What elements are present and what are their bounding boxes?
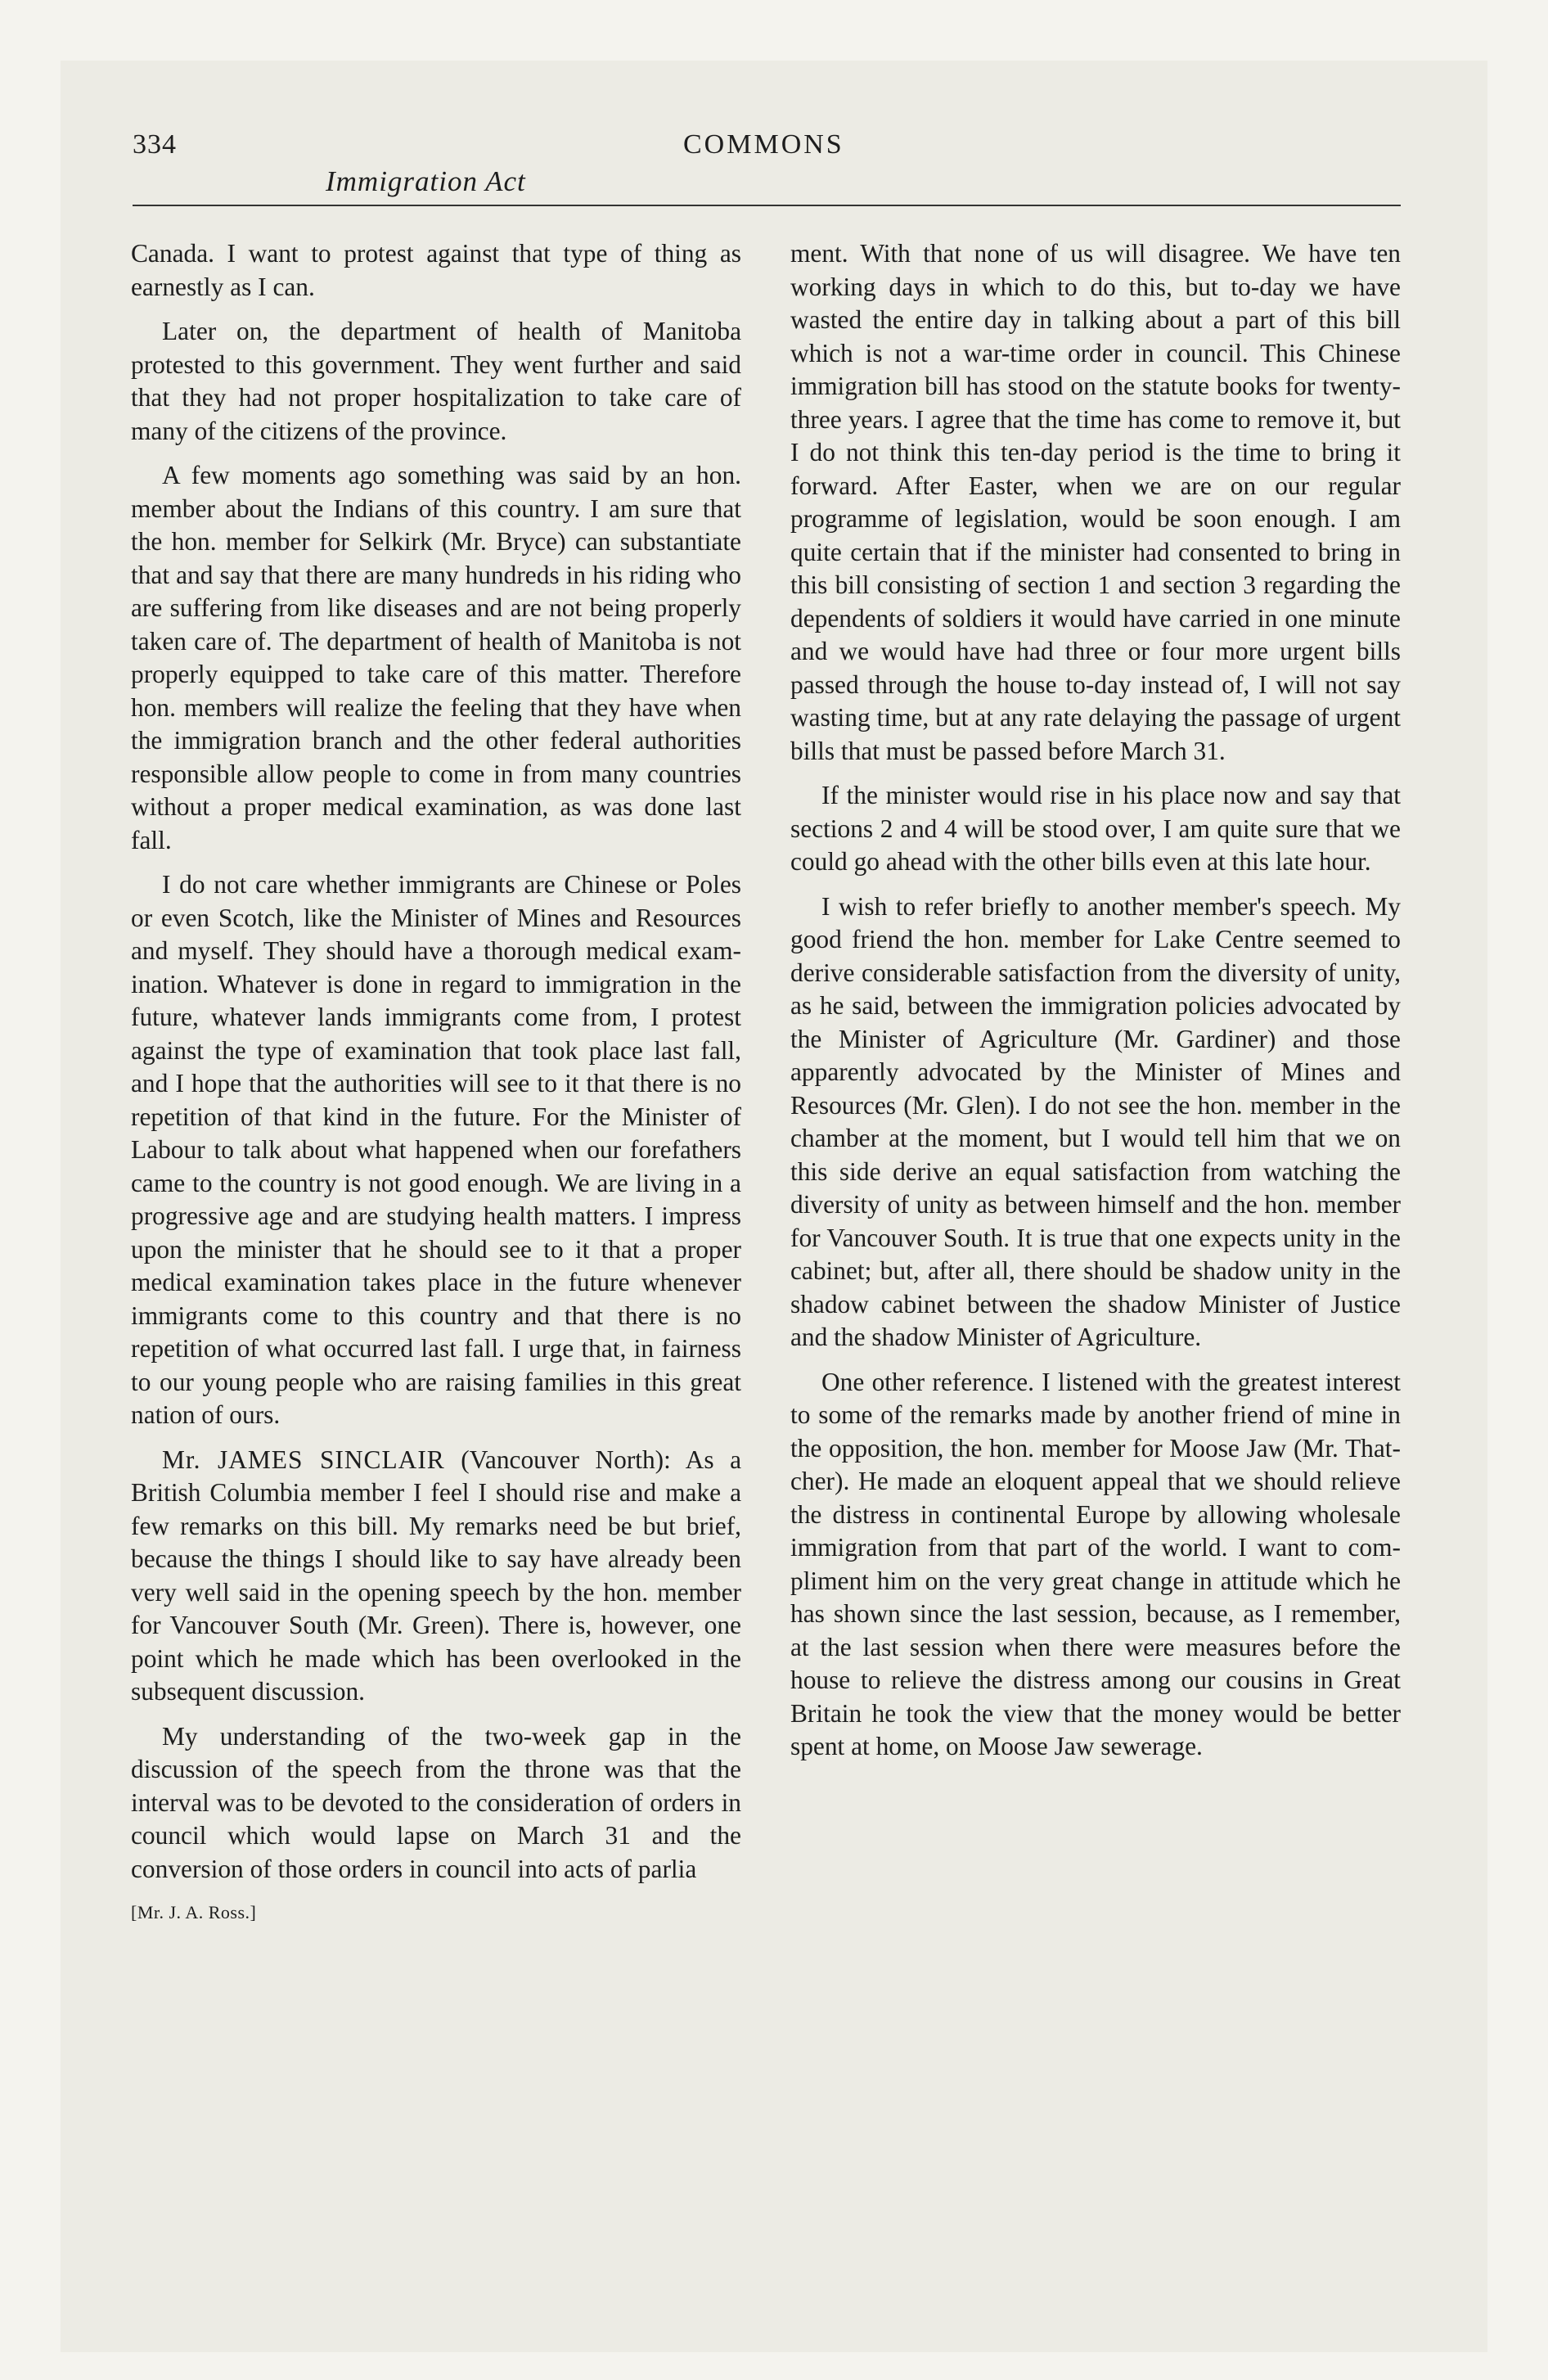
paragraph: If the minister would rise in his place now and say that sections 2 and 4 will be stood over, I am quite sure that we could go ahead with the other bills even at this late hour. <box>790 781 1401 876</box>
page-number: 334 <box>133 129 177 160</box>
header-rule <box>133 205 1401 206</box>
speaker-paragraph <box>131 1444 741 1709</box>
paragraph: I wish to refer briefly to another member's speech. My good friend the hon. member for Lake Centre seemed to derive considerable satisfaction from the diversity of unity, as he said, between the immigration policies advocated by the Minister of Agriculture (Mr. Gardiner) and those apparently advocated by the Minister of Mines and Resources (Mr. Glen). I do not see the hon. member in the chamber at the moment, but I would tell him that we on this side derive an equal satisfaction from watching the diversity of unity as between himself and the hon. member for Vancouver South. It is true that one expects unity in the cabinet; but, after all, there should be shadow unity in the shadow cabinet between the shadow Minister of Justice and the shadow Minister of Agriculture. <box>790 891 1401 1351</box>
paragraph: My understanding of the two-week gap in the discussion of the speech from the throne was that the interval was to be devoted to the consideration of orders in council which would lapse on March 31 and the conversion of those orders in council into acts of parlia <box>131 1721 741 1883</box>
page-header <box>133 129 1401 203</box>
paragraph: A few moments ago something was said by an hon. member about the Indians of this country. I am sure that the hon. member for Selkirk (Mr. Bryce) can substantiate that and say that there are many hundreds in his riding who are suffering from like diseases and are not being properly taken care of. The department of health of Manitoba is not properly equipped to take care of this matter. Therefore hon. members will realize the feeling that they have when the immigration branch and the other federal authorities responsible allow people to come in from many countries without a proper medical examination, as was done last fall. <box>131 461 741 854</box>
speaker-text: (Vancouver North): As a British Columbia member I feel I should rise and make a few remarks on this bill. My remarks need be but brief, because the things I should like to say have already been very well said in the opening speech by the hon. member for Vancouver South (Mr. Green). There is, however, one point which he made which has been overlooked in the subsequent discussion. <box>131 1445 741 1706</box>
paragraph: I do not care whether immigrants are Chinese or Poles or even Scotch, like the Minister of Mines and Resources and myself. They should have a thorough medical examination. Whatever is done in regard to immigration in the future, whatever lands immigrants come from, I protest against the type of examination that took place last fall, and I hope that the authorities will see to it that there is no repetition of that kind in the future. For the Minister of Labour to talk about what happened when our forefathers came to the country is not good enough. We are living in a progressive age and are studying health matters. I impress upon the minister that he should see to it that a proper medical examination takes place in the future whenever immigrants come to this country and that there is no repetition of what occurred last fall. I urge that, in fairness to our young people who are raising families in this great nation of ours. <box>131 870 741 1429</box>
journal-title: COMMONS <box>683 129 844 160</box>
paragraph: Later on, the department of health of Manitoba protested to this government. They went further and said that they had not proper hospitalization to take care of many of the citizens of the province. <box>131 317 741 445</box>
paragraph: ment. With that none of us will disagree. We have ten working days in which to do this, but to-day we have wasted the entire day in talking about a part of this bill which is not a war-time order in council. This Chinese immigration bill has stood on the statute books for twenty-three years. I agree that the time has come to remove it, but I do not think this ten-day period is the time to bring it forward. After Easter, when we are on our regular programme of legislation, would be soon enough. I am quite certain that if the minister had consented to bring in this bill consisting of section 1 and section 3 regarding the dependents of soldiers it would have carried in one minute and we would have had three or four more urgent bills passed through the house to-day instead of, I will not say wasting time, but at any rate delaying the passage of urgent bills that must be passed before March 31. <box>790 239 1401 765</box>
paragraph: Canada. I want to protest against that type of thing as earnestly as I can. <box>131 239 741 301</box>
paragraph: One other reference. I listened with the greatest interest to some of the remarks made by another friend of mine in the opposition, the hon. member for Moose Jaw (Mr. Thatcher). He made an eloquent appeal that we should relieve the distress in continental Europe by allowing wholesale immigration from that part of the world. I want to compliment him on the very great change in attitude which he has shown since the last session, because, as I remember, at the last session when there were measures before the house to relieve the distress among our cousins in Great Britain he took the view that the money would be better spent at home, on Moose Jaw sewerage. <box>790 1367 1401 1760</box>
left-column <box>131 237 741 1925</box>
speaker-name: Mr. JAMES SINCLAIR <box>162 1445 445 1474</box>
right-column <box>790 237 1401 1775</box>
section-title: Immigration Act <box>326 165 526 197</box>
speaker-reference: [Mr. J. A. Ross.] <box>131 1902 257 1922</box>
